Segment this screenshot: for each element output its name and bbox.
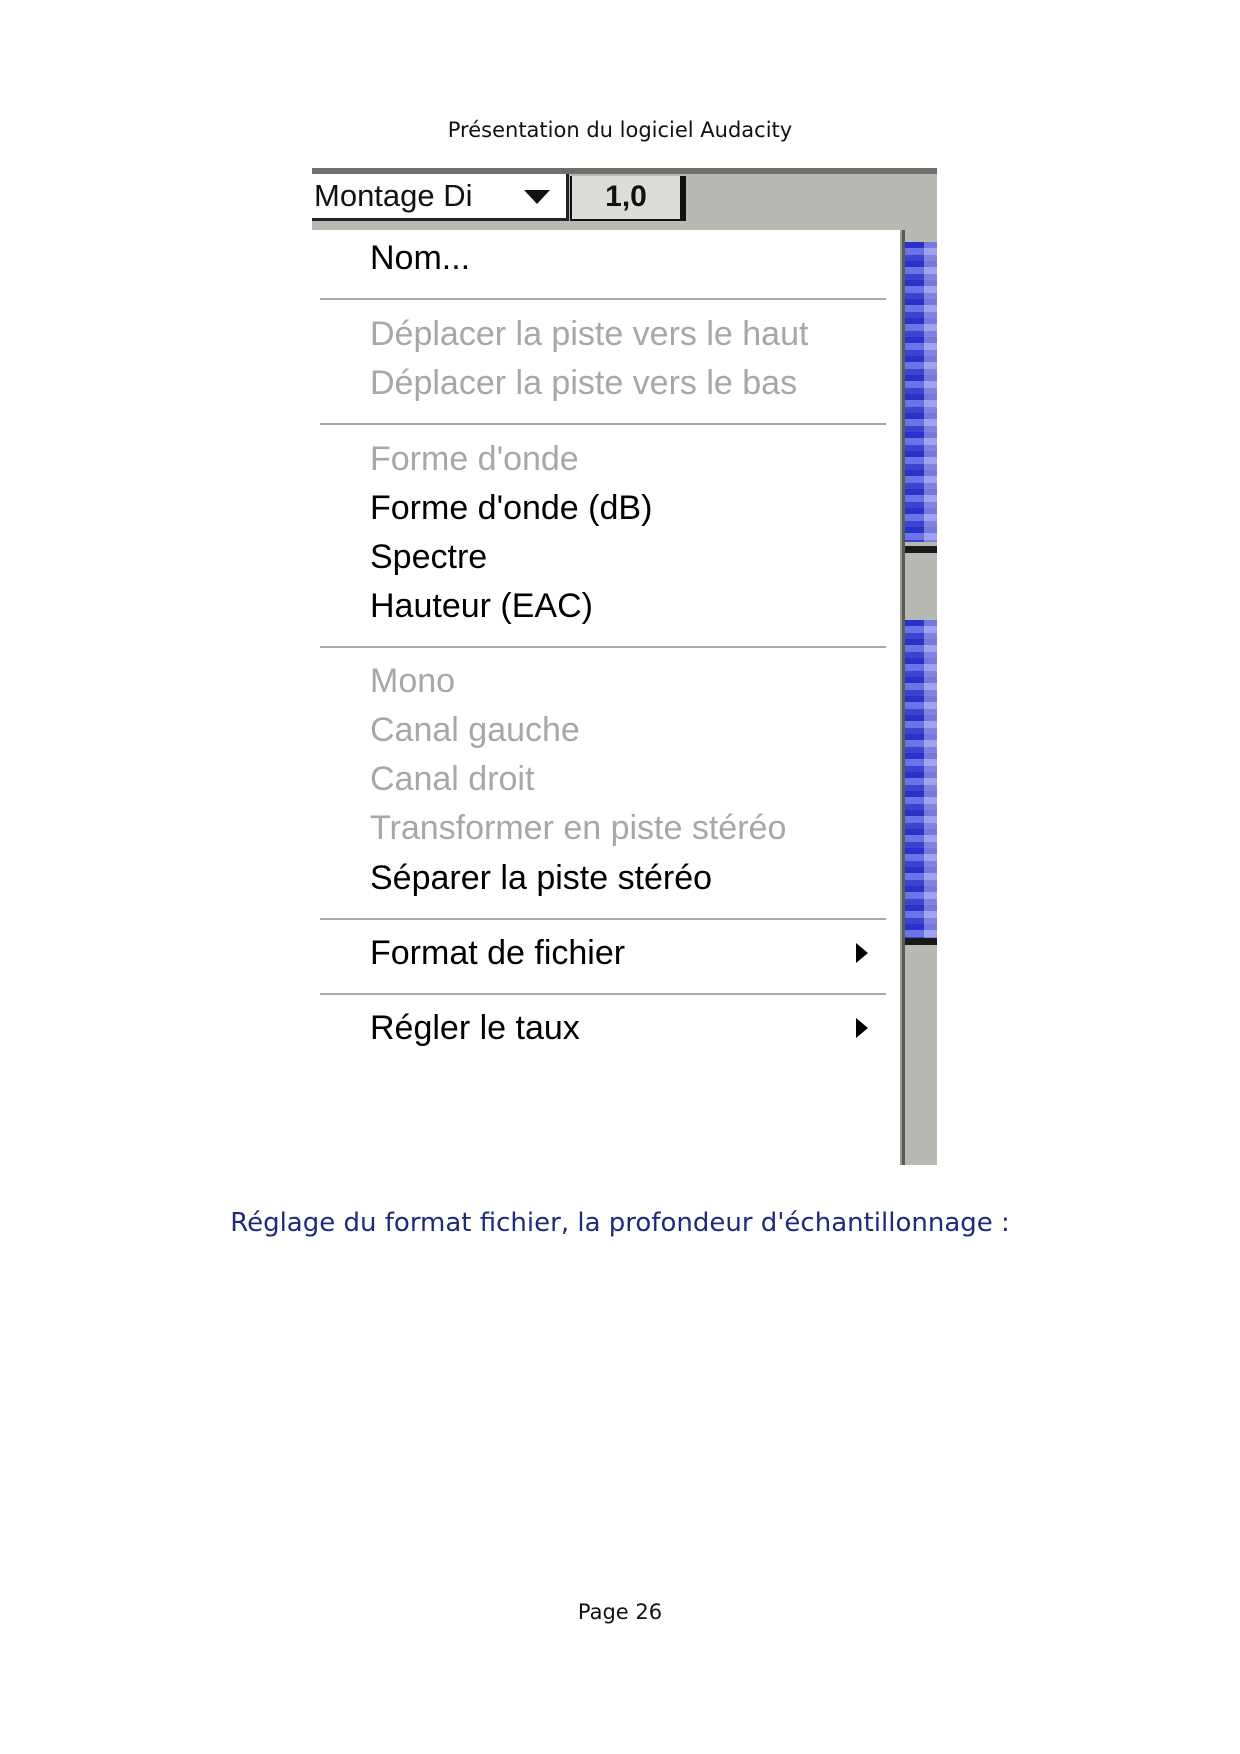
track-gain-value: 1,0: [605, 180, 647, 213]
waveform-right-channel: [902, 620, 937, 940]
track-name: Montage Di: [314, 178, 473, 213]
menu-item-move-track-up[interactable]: Déplacer la piste vers le haut: [370, 315, 809, 353]
menu-separator: [320, 993, 886, 997]
submenu-arrow-icon: [856, 1018, 868, 1038]
figure-caption: Réglage du format fichier, la profondeur d'échantillonnage :: [230, 1208, 1010, 1238]
menu-item-waveform[interactable]: Forme d'onde: [370, 440, 579, 478]
menu-item-make-stereo[interactable]: Transformer en piste stéréo: [370, 809, 787, 847]
menu-item-file-format[interactable]: Format de fichier: [370, 934, 626, 972]
menu-item-mono[interactable]: Mono: [370, 662, 456, 700]
menu-item-right-channel[interactable]: Canal droit: [370, 760, 535, 798]
menu-separator: [320, 918, 886, 922]
track-context-menu: [312, 230, 902, 1165]
menu-item-spectrum[interactable]: Spectre: [370, 538, 488, 576]
menu-item-nom[interactable]: Nom...: [370, 239, 471, 277]
channel-separator: [902, 546, 937, 553]
dropdown-arrow-icon: [524, 190, 550, 204]
menu-item-split-stereo[interactable]: Séparer la piste stéréo: [370, 859, 713, 897]
menu-separator: [320, 298, 886, 302]
menu-separator: [320, 646, 886, 650]
waveform-left-channel: [902, 242, 937, 542]
document-header: Présentation du logiciel Audacity: [447, 118, 793, 142]
menu-separator: [320, 423, 886, 427]
menu-item-waveform-db[interactable]: Forme d'onde (dB): [370, 489, 653, 527]
submenu-arrow-icon: [856, 943, 868, 963]
track-name-dropdown[interactable]: [312, 174, 569, 221]
page-number: Page 26: [577, 1600, 663, 1624]
menu-item-set-rate[interactable]: Régler le taux: [370, 1009, 580, 1047]
track-gain-display: [570, 176, 682, 221]
track-separator: [902, 938, 937, 945]
menu-item-move-track-down[interactable]: Déplacer la piste vers le bas: [370, 364, 798, 402]
gain-box-edge: [682, 176, 686, 221]
menu-item-pitch-eac[interactable]: Hauteur (EAC): [370, 587, 593, 625]
audacity-screenshot: [312, 168, 937, 1165]
menu-item-left-channel[interactable]: Canal gauche: [370, 711, 580, 749]
